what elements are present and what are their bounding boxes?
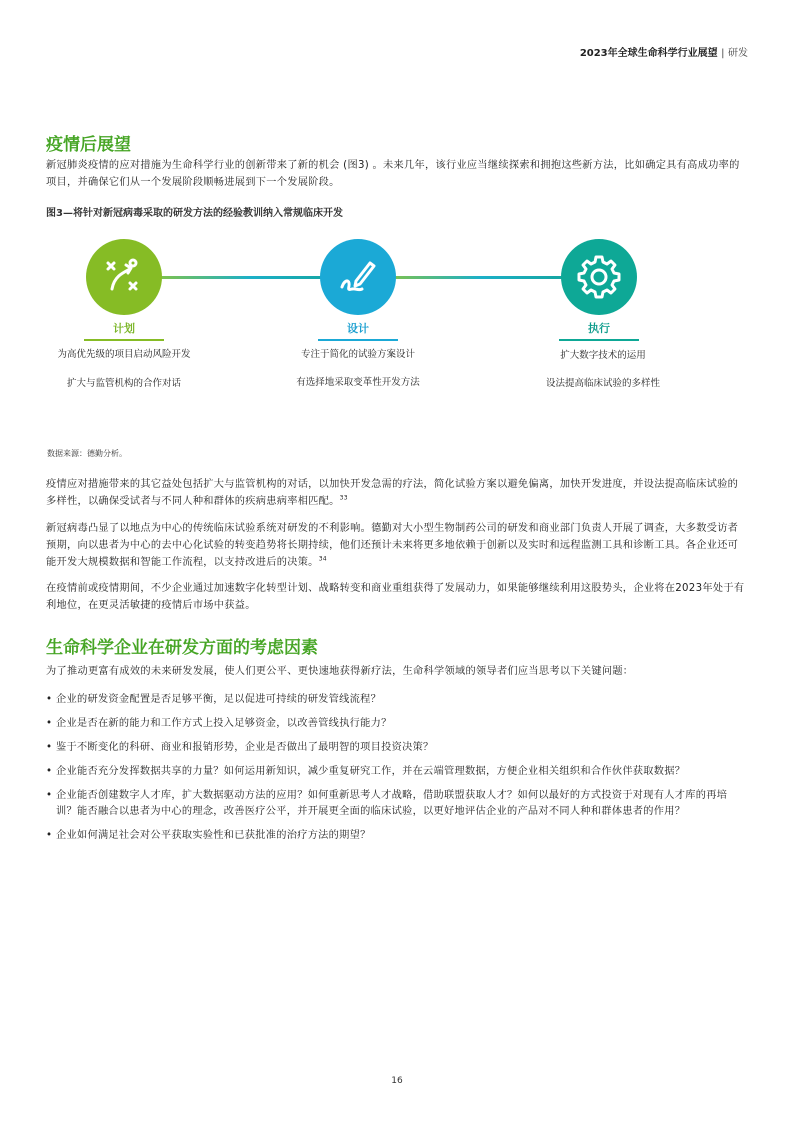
section-heading-outlook: 疫情后展望 <box>46 135 131 155</box>
figure-title: 图3—将针对新冠病毒采取的研发方法的经验教训纳入常规临床开发 <box>46 208 343 219</box>
body-paragraph-2: 新冠病毒凸显了以地点为中心的传统临床试验系统对研发的不利影响。德勤对大小型生物制药公司的研发和商业部门负责人开展了调查，大多数受访者预期，向以患者为中心的去中心化试验的转变趋势将长期持续，他们还预计未来将更多地依赖于创新以及实时和远程监测工具和诊断工具。各企业还可能开发大规模数据和智能工作流程，以支持改进后的决策。$^{34}$ <box>46 523 739 568</box>
execute-circle <box>561 239 637 315</box>
intro-paragraph: 新冠肺炎疫情的应对措施为生命科学行业的创新带来了新的机会 (图3) 。未来几年，该行业应当继续探索和拥抱这些新方法，比如确定具有高成功率的项目，并确保它们从一个发展阶段顺畅进展到下一个发展阶段。 <box>46 160 740 188</box>
stage-label-execute: 执行 <box>559 320 639 341</box>
plan-circle <box>86 239 162 315</box>
list-item: • 企业能否创建数字人才库，扩大数据驱动方法的应用？如何重新思考人才战略，借助联盟获取人才？如何以最好的方式投资于对现有人才库的再培训？能否融合以患者为中心的理念，改善医疗公平，并开展更全面的临床试验，以更好地评估企业的产品对不同人种和群体患者的作用？ <box>46 788 746 820</box>
list-item: • 企业是否在新的能力和工作方式上投入足够资金，以改善管线执行能力？ <box>46 716 746 732</box>
stage-label-design: 设计 <box>318 320 398 341</box>
list-item: • 企业的研发资金配置是否足够平衡，足以促进可持续的研发管线流程？ <box>46 692 746 708</box>
strategy-play-icon <box>100 253 148 301</box>
design-item-1: 专注于简化的试验方案设计 <box>300 349 415 360</box>
figure-source: 数据来源：德勤分析。 <box>47 449 127 458</box>
execute-item-2: 设法提高临床试验的多样性 <box>545 378 660 389</box>
header-separator: | <box>721 48 725 59</box>
considerations-intro: 为了推动更富有成效的未来研发发展，使人们更公平、更快速地获得新疗法，生命科学领域的领导者们应当思考以下关键问题： <box>46 666 634 677</box>
gear-icon <box>575 253 623 301</box>
page-number: 16 <box>391 1076 403 1086</box>
connector-line-2 <box>380 276 580 279</box>
footnote-ref-33: 33 <box>339 494 348 502</box>
footnote-ref-34: 34 <box>318 555 327 563</box>
execute-item-1: 扩大数字技术的运用 <box>560 350 646 361</box>
plan-item-1: 为高优先级的项目启动风险开发 <box>57 349 191 360</box>
stage-label-plan: 计划 <box>84 320 164 341</box>
list-item: • 企业如何满足社会对公平获取实验性和已获批准的治疗方法的期望？ <box>46 828 746 844</box>
list-item: • 鉴于不断变化的科研、商业和报销形势，企业是否做出了最明智的项目投资决策？ <box>46 740 746 756</box>
header-section: 研发 <box>728 48 748 59</box>
pen-signature-icon <box>334 253 382 301</box>
considerations-list <box>46 692 746 852</box>
section-heading-considerations: 生命科学企业在研发方面的考虑因素 <box>46 638 318 658</box>
running-header <box>580 44 748 59</box>
design-circle <box>320 239 396 315</box>
design-item-2: 有选择地采取变革性开发方法 <box>296 377 420 388</box>
plan-item-2: 扩大与监管机构的合作对话 <box>66 378 181 389</box>
list-item: • 企业能否充分发挥数据共享的力量？如何运用新知识，减少重复研究工作，并在云端管理数据，方便企业相关组织和合作伙伴获取数据？ <box>46 764 746 780</box>
report-title: 2023年全球生命科学行业展望 <box>579 48 718 59</box>
body-paragraph-1: 疫情应对措施带来的其它益处包括扩大与监管机构的对话，以加快开发急需的疗法，简化试验方案以避免偏离，加快开发进度，并设法提高临床试验的多样性，以确保受试者与不同人种和群体的疾病患病率相匹配。$^{33}$ <box>46 479 739 507</box>
body-paragraph-3: 在疫情前或疫情期间，不少企业通过加速数字化转型计划、战略转变和商业重组获得了发展动力，如果能够继续利用这股势头，企业将在2023年处于有利地位，在更灵活敏捷的疫情后市场中获益。 <box>46 583 745 611</box>
